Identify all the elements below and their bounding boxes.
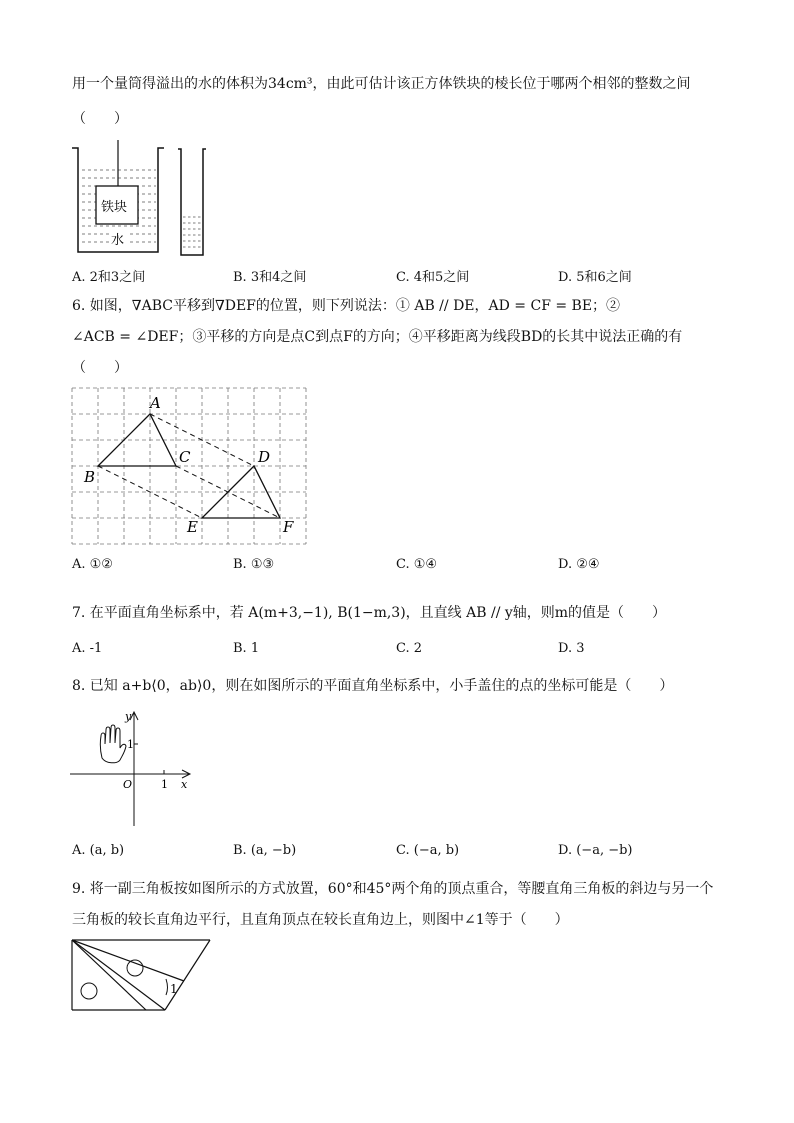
q8-option-a: A. (a, b): [72, 843, 125, 858]
q7-option-b: B. 1: [233, 641, 260, 656]
q9-circle-lower: [81, 983, 97, 999]
q6-answer-paren: （ ）: [72, 360, 128, 376]
q5-option-d: D. 5和6之间: [558, 270, 632, 285]
q9-text-line2: 三角板的较长直角边平行，且直角顶点在较长直角边上，则图中∠1等于（ ）: [72, 912, 569, 928]
q6-label-d: D: [258, 448, 271, 466]
q5-option-b: B. 3和4之间: [233, 270, 307, 285]
q8-text-line1: 8. 已知 a+b⟨0，ab⟩0，则在如图所示的平面直角坐标系中，小手盖住的点的坐标可能是（ ）: [72, 678, 674, 694]
q8-label-y: y: [125, 710, 132, 723]
q8-coordinate-figure: [70, 706, 200, 836]
q8-option-c: C. (−a, b): [396, 843, 460, 858]
q6-label-f: F: [283, 518, 294, 536]
q7-option-c: C. 2: [396, 641, 423, 656]
q8-label-one-y: 1: [127, 738, 134, 751]
q6-grid-figure: [72, 388, 312, 548]
q8-option-b: B. (a, −b): [233, 843, 297, 858]
q5-option-a: A. 2和3之间: [72, 270, 146, 285]
q8-label-origin: O: [123, 778, 133, 791]
q6-text-line2: ∠ACB = ∠DEF；③平移的方向是点C到点F的方向；④平移距离为线段BD的长其中说法正确的有: [72, 329, 683, 345]
q5-text-line1: 用一个量筒得溢出的水的体积为34cm³，由此可估计该正方体铁块的棱长位于哪两个相邻的整数之间: [72, 76, 691, 92]
q5-cylinder-figure: [175, 145, 215, 260]
q7-option-d: D. 3: [558, 641, 585, 656]
q9-text-line1: 9. 将一副三角板按如图所示的方式放置，60°和45°两个角的顶点重合，等腰直角三角板的斜边与另一个: [72, 881, 714, 897]
hand-icon: [100, 725, 126, 763]
q5-answer-paren: （ ）: [72, 111, 128, 127]
q6-label-c: C: [179, 448, 191, 466]
q6-label-e: E: [187, 518, 198, 536]
q9-circle-upper: [127, 960, 143, 976]
q5-water-label: 水: [111, 233, 125, 248]
q9-triangles-figure: [72, 940, 212, 1016]
q8-label-x: x: [181, 778, 188, 791]
q7-option-a: A. -1: [72, 641, 103, 656]
q6-option-a: A. ①②: [72, 557, 113, 572]
q6-option-c: C. ①④: [396, 557, 438, 572]
q6-option-b: B. ①③: [233, 557, 275, 572]
q6-option-d: D. ②④: [558, 557, 600, 572]
q5-beaker-figure: [70, 140, 170, 260]
q6-label-a: A: [150, 394, 161, 412]
q5-option-c: C. 4和5之间: [396, 270, 470, 285]
q6-label-b: B: [84, 468, 96, 486]
q5-block-label: 铁块: [101, 200, 128, 215]
q8-option-d: D. (−a, −b): [558, 843, 633, 858]
q6-text-line1: 6. 如图，∇ABC平移到∇DEF的位置，则下列说法：① AB // DE，AD = CF = BE；②: [72, 298, 621, 314]
q9-angle-label: 1: [170, 982, 178, 996]
q8-label-one-x: 1: [161, 778, 168, 791]
q7-text-line1: 7. 在平面直角坐标系中，若 A(m+3,−1), B(1−m,3)，且直线 AB // y轴，则m的值是（ ）: [72, 605, 667, 621]
